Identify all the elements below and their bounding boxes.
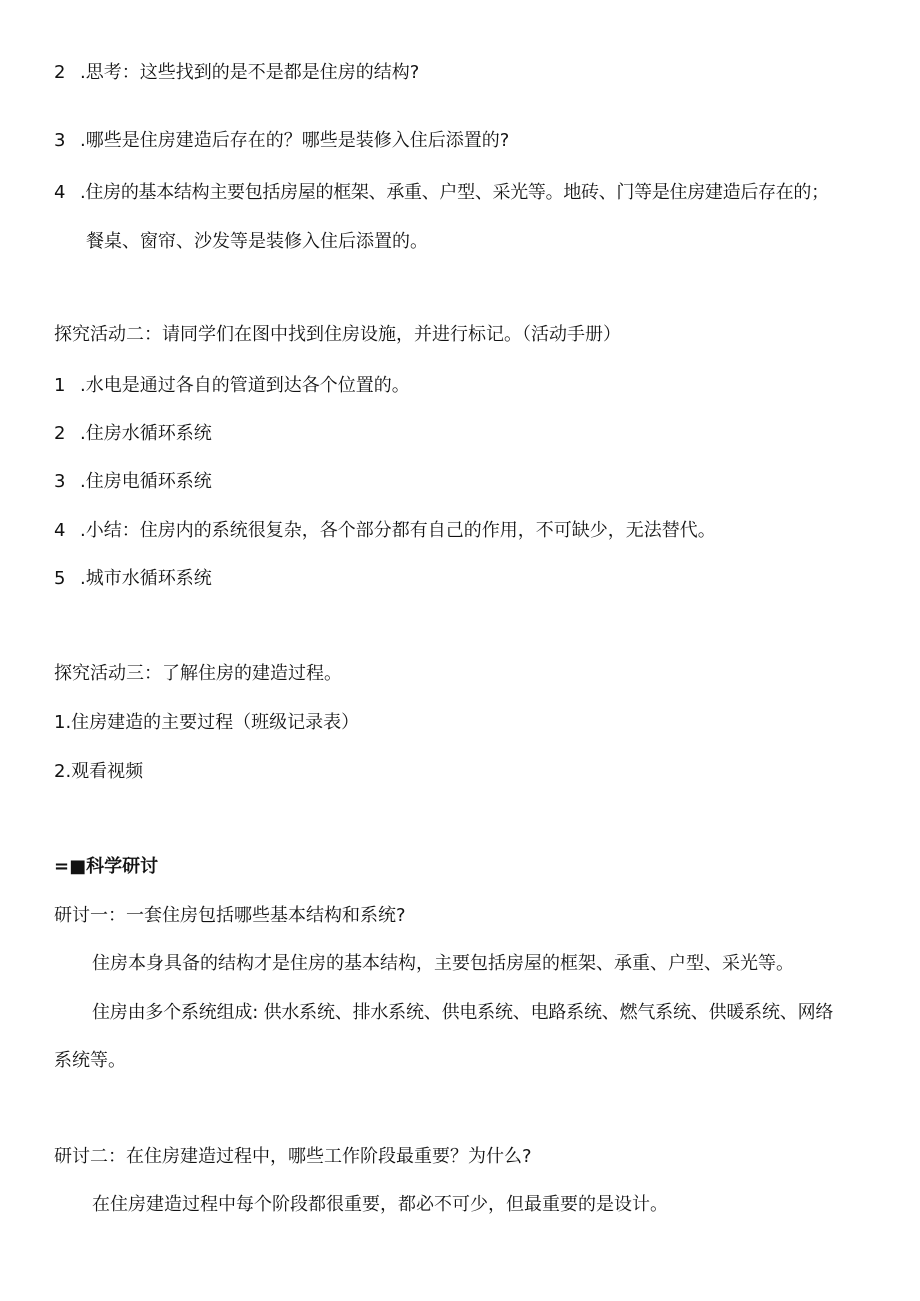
question-heading: 研讨二：在住房建造过程中，哪些工作阶段最重要？为什么? <box>54 1146 532 1167</box>
list-number: 3 <box>54 471 66 492</box>
list-number: 3 <box>54 130 66 151</box>
list-text: .小结：住房内的系统很复杂，各个部分都有自己的作用，不可缺少，无法替代。 <box>80 520 716 541</box>
list-text: .住房水循环系统 <box>80 423 212 444</box>
list-number: 1 <box>54 375 66 396</box>
list-number: 5 <box>54 568 66 589</box>
paragraph-continuation: 餐桌、窗帘、沙发等是装修入住后添置的。 <box>86 231 428 252</box>
section-heading: 探究活动二：请同学们在图中找到住房设施，并进行标记。（活动手册） <box>54 324 621 345</box>
list-number: 4 <box>54 520 66 541</box>
list-number: 2 <box>54 62 66 83</box>
list-item: 1.住房建造的主要过程（班级记录表） <box>54 712 360 733</box>
list-item <box>54 374 410 398</box>
list-item <box>54 422 212 446</box>
list-text: .住房电循环系统 <box>80 471 212 492</box>
list-item <box>54 470 212 494</box>
answer-paragraph: 在住房建造过程中每个阶段都很重要，都必不可少，但最重要的是设计。 <box>92 1194 668 1215</box>
paragraph-continuation: 系统等。 <box>54 1050 126 1071</box>
section-title: =■科学研讨 <box>54 856 159 877</box>
answer-paragraph: 住房本身具备的结构才是住房的基本结构，主要包括房屋的框架、承重、户型、采光等。 <box>92 953 794 974</box>
list-text: .城市水循环系统 <box>80 568 212 589</box>
list-text: .水电是通过各自的管道到达各个位置的。 <box>80 375 410 396</box>
section-heading: 探究活动三：了解住房的建造过程。 <box>54 663 342 684</box>
answer-paragraph: 住房由多个系统组成: 供水系统、排水系统、供电系统、电路系统、燃气系统、供暖系统、网络 <box>92 1002 834 1023</box>
question-heading: 研讨一：一套住房包括哪些基本结构和系统? <box>54 905 406 926</box>
list-item <box>54 61 419 85</box>
list-text: .住房的基本结构主要包括房屋的框架、承重、户型、采光等。地砖、门等是住房建造后存在的； <box>80 182 829 203</box>
list-number: 4 <box>54 182 66 203</box>
list-item <box>54 567 212 591</box>
list-item <box>54 181 829 205</box>
list-item <box>54 519 716 543</box>
list-item <box>54 129 509 153</box>
list-item: 2.观看视频 <box>54 761 144 782</box>
list-text: .哪些是住房建造后存在的？哪些是装修入住后添置的? <box>80 130 510 151</box>
list-text: .思考：这些找到的是不是都是住房的结构? <box>80 62 420 83</box>
list-number: 2 <box>54 423 66 444</box>
